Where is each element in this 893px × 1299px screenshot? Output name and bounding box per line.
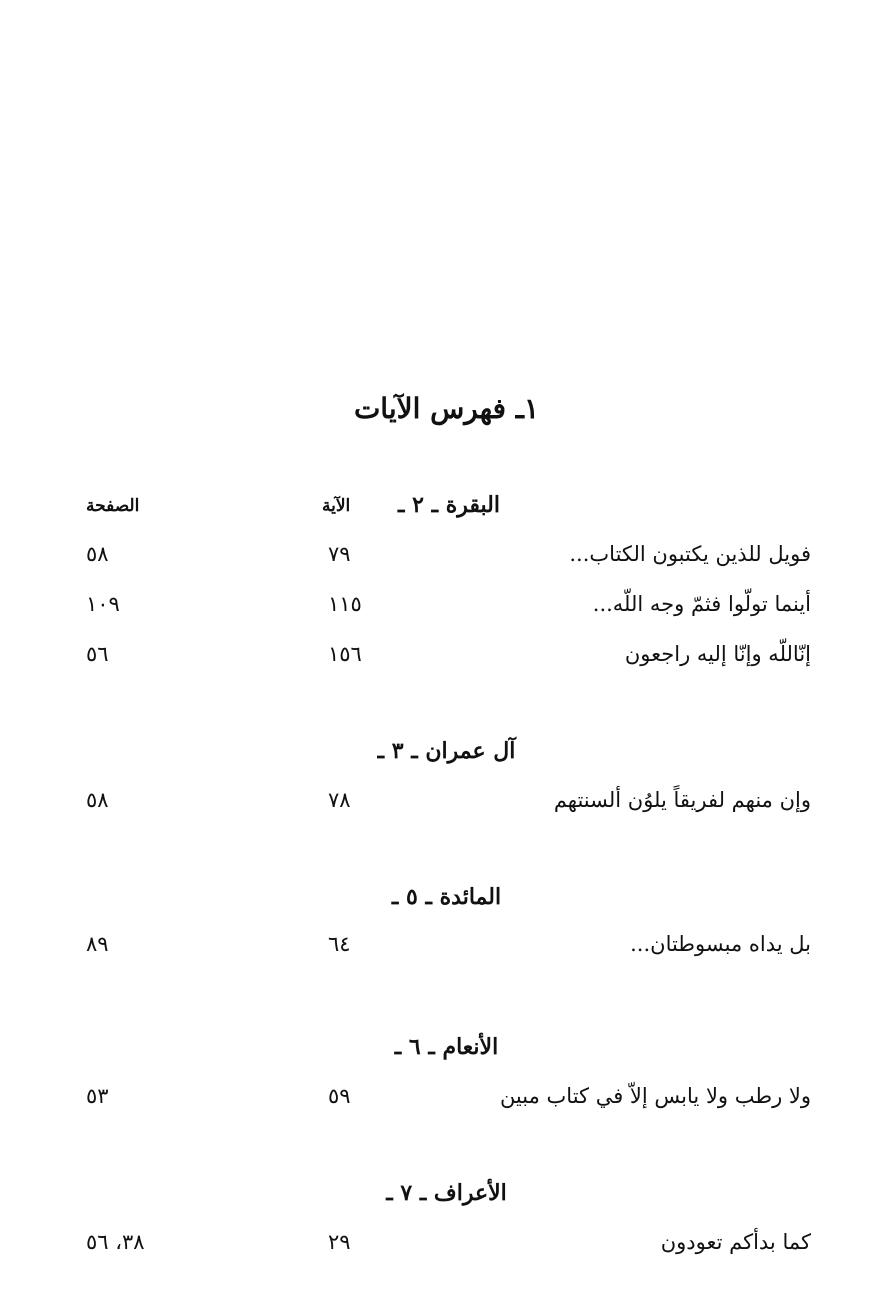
verse-entry bbox=[0, 642, 893, 678]
verse-entry bbox=[0, 788, 893, 824]
verse-number: ٦٤ bbox=[328, 932, 351, 956]
page-number: ١٠٩ bbox=[86, 592, 120, 616]
surah-title-al-imran: آل عمران ـ ٣ ـ bbox=[377, 738, 516, 764]
verse-text: كما بدأكم تعودون bbox=[660, 1230, 811, 1254]
verse-text: فويل للذين يكتبون الكتاب... bbox=[569, 542, 811, 566]
verse-text: إنّاللّه وإنّا إليه راجعون bbox=[624, 642, 811, 666]
verse-number: ٧٩ bbox=[328, 542, 351, 566]
verse-text: بل يداه مبسوطتان... bbox=[630, 932, 811, 956]
column-header-page: الصفحة bbox=[86, 496, 140, 516]
verse-number: ١٥٦ bbox=[328, 642, 362, 666]
verse-text: وإن منهم لفريقاً يلوُن ألسنتهم bbox=[553, 788, 811, 812]
verse-entry bbox=[0, 1230, 893, 1266]
verse-entry bbox=[0, 542, 893, 578]
surah-title-al-anam: الأنعام ـ ٦ ـ bbox=[394, 1034, 499, 1060]
verse-number: ٥٩ bbox=[328, 1084, 351, 1108]
column-header-row bbox=[0, 492, 893, 526]
verse-entry bbox=[0, 932, 893, 968]
verse-number: ١١٥ bbox=[328, 592, 362, 616]
column-header-verse: الآية bbox=[322, 496, 351, 516]
verse-number: ٧٨ bbox=[328, 788, 351, 812]
verse-text: ولا رطب ولا يابس إلاّ في كتاب مبين bbox=[499, 1084, 811, 1108]
surah-title-al-maidah: المائدة ـ ٥ ـ bbox=[391, 884, 502, 910]
surah-title-baqarah: البقرة ـ ٢ ـ bbox=[398, 492, 500, 518]
page-title: ١ـ فهرس الآيات bbox=[353, 392, 540, 425]
page-number: ٥٦ bbox=[86, 642, 109, 666]
page-number: ٨٩ bbox=[86, 932, 109, 956]
page-number: ٣٨، ٥٦ bbox=[86, 1230, 145, 1254]
surah-title-al-araf: الأعراف ـ ٧ ـ bbox=[386, 1180, 507, 1206]
verse-entry bbox=[0, 592, 893, 628]
verse-entry bbox=[0, 1084, 893, 1120]
page-number: ٥٨ bbox=[86, 788, 109, 812]
verse-text: أينما تولّوا فثمّ وجه اللّه... bbox=[592, 592, 811, 616]
page-number: ٥٨ bbox=[86, 542, 109, 566]
verse-number: ٢٩ bbox=[328, 1230, 351, 1254]
page-number: ٥٣ bbox=[86, 1084, 109, 1108]
